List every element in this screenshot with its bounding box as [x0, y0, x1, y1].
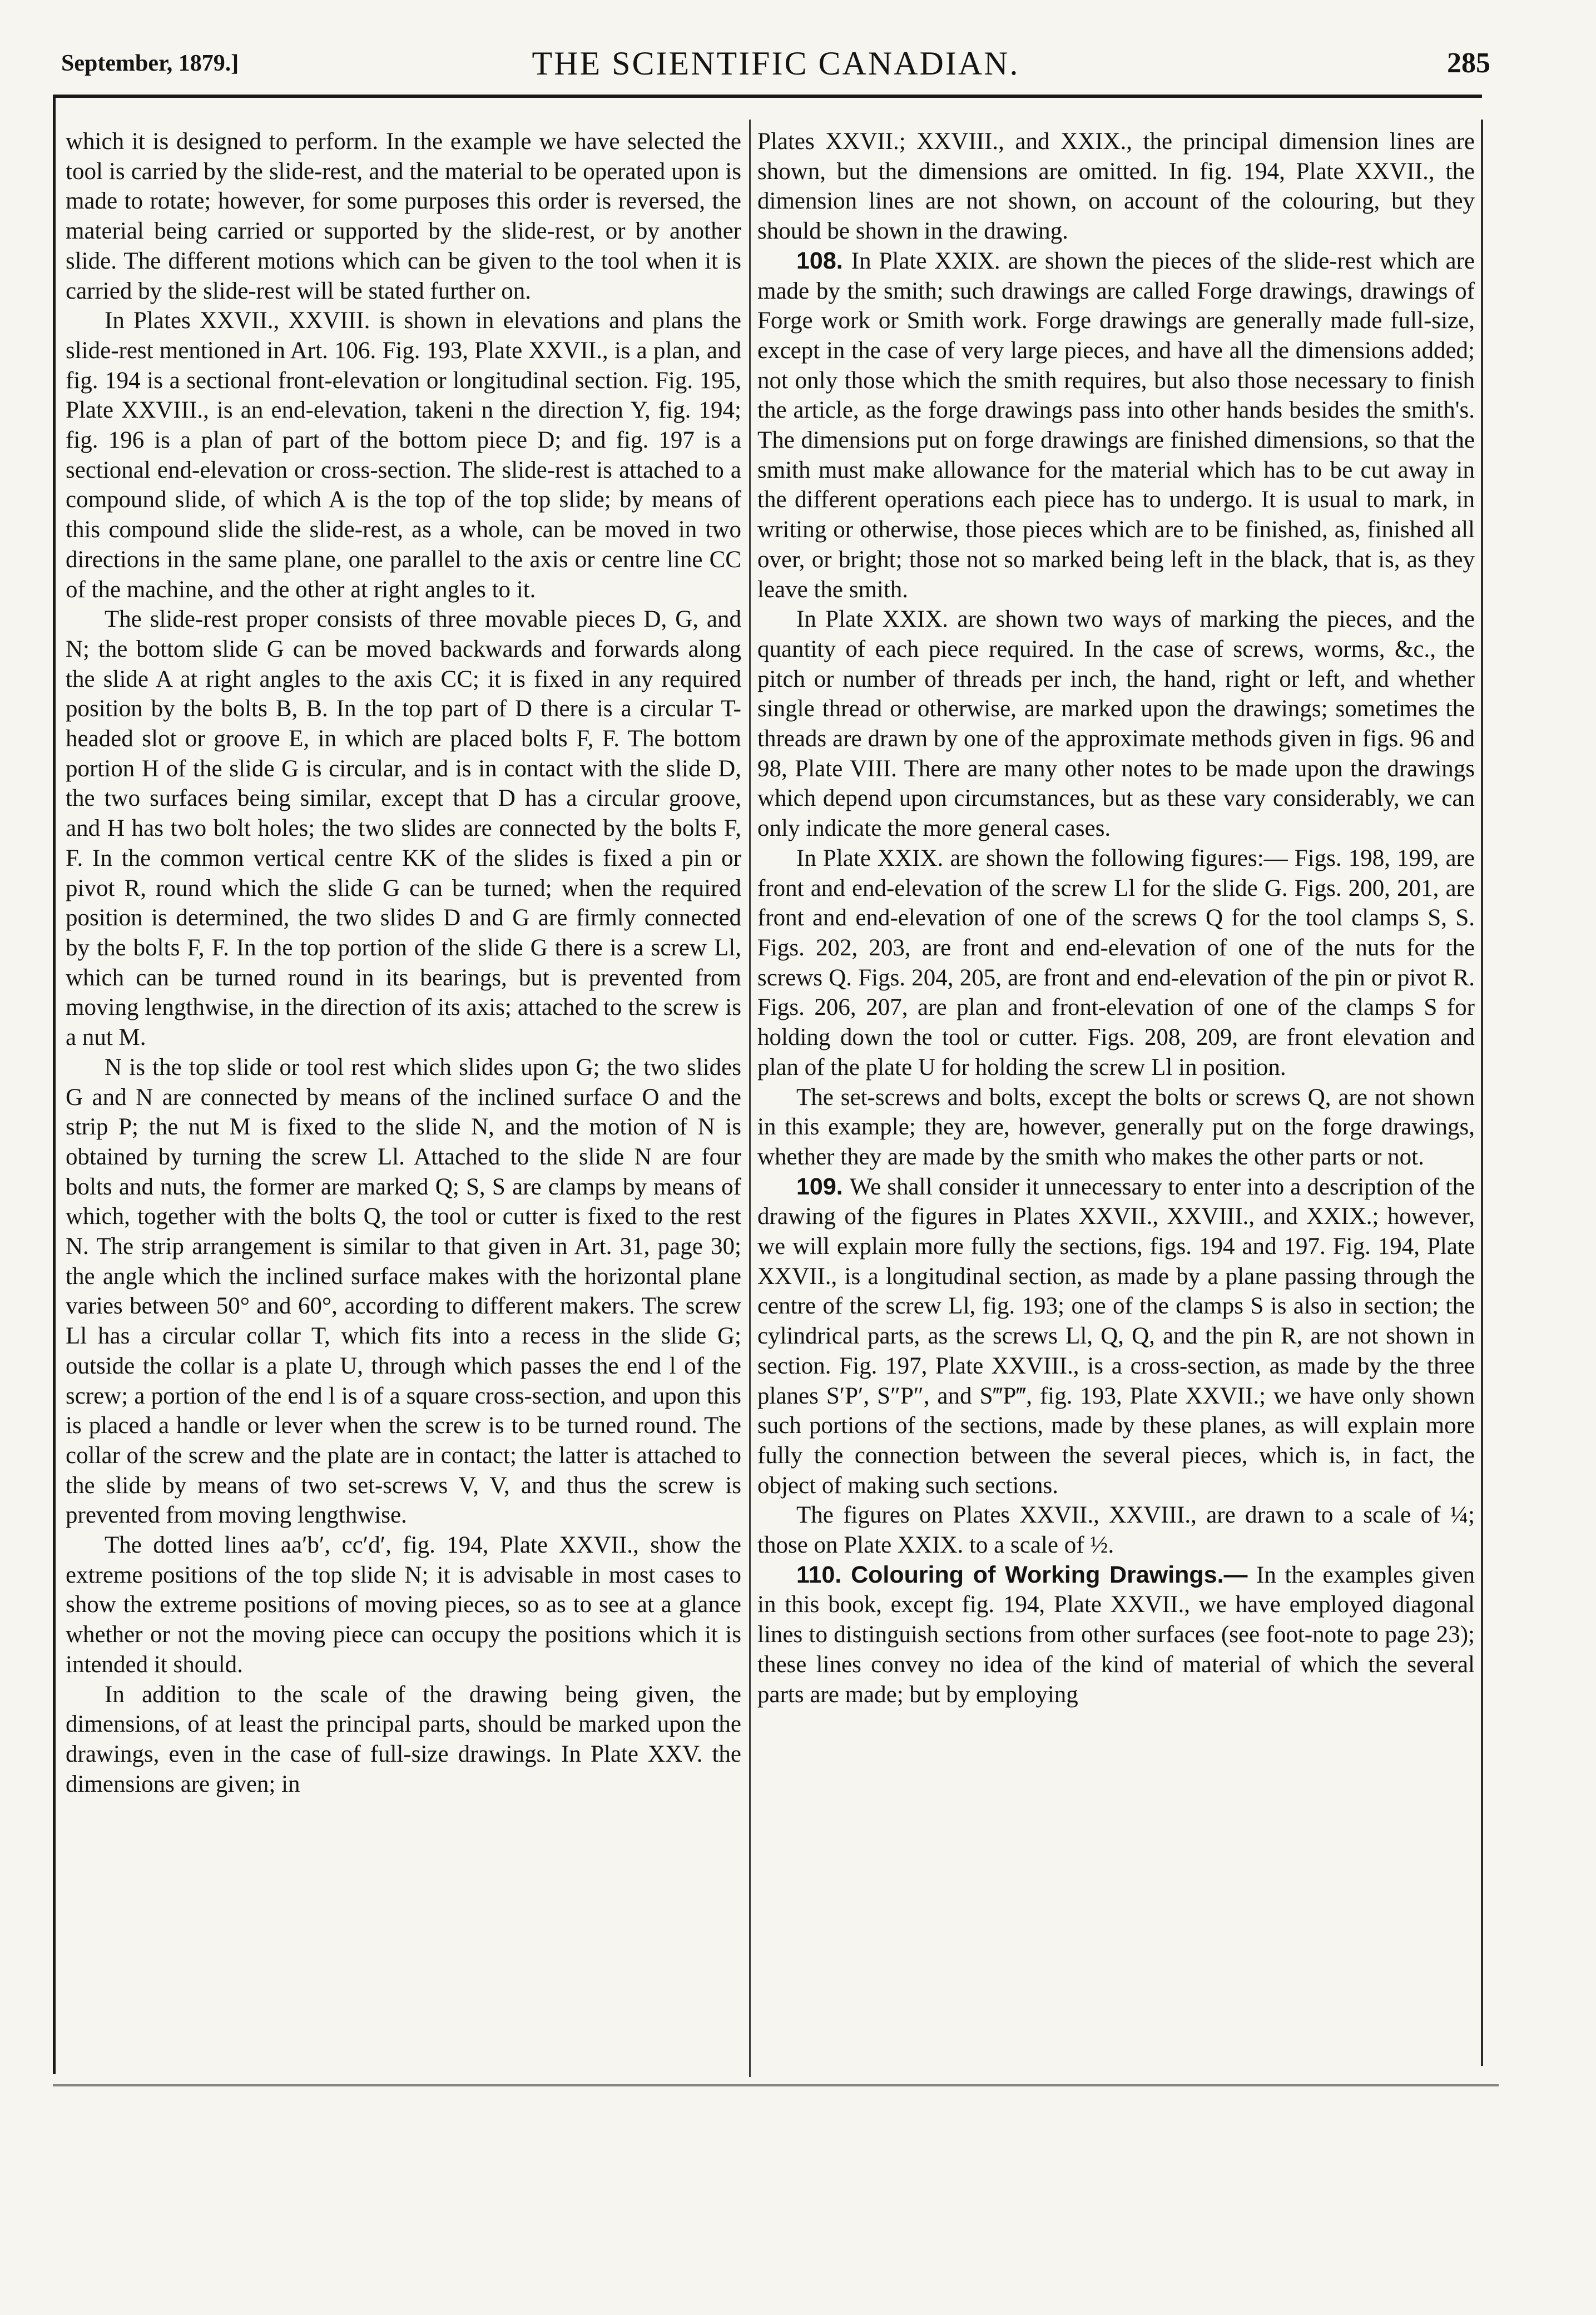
paragraph	[757, 604, 1475, 844]
paragraph-text: We shall consider it unnecessary to enter into a description of the drawing of the figures in Plates XXVII., XXVIII., and XXIX.; however, we will explain more fully the sections, figs. 194 and 197. Fig. 194, Plate XXVII., is a longitudinal section, as made by a plane passing through the centre of the screw Ll, fig. 193; one of the clamps S is also in section; the cylindrical parts, as the screws Ll, Q, Q, and the pin R, are not shown in section. Fig. 197, Plate XXVIII., is a cross-section, as made by the three planes S′P′, S″P″, and S‴P‴, fig. 193, Plate XXVII.; we have only shown such portions of the sections, made by these planes, as will explain more fully the connection between the several pieces, which is, in fact, the object of making such sections.	[757, 1173, 1475, 1499]
right-border-rule	[1481, 120, 1483, 2066]
paragraph-text: In Plates XXVII., XXVIII. is shown in elevations and plans the slide-rest mentioned in Art. 106. Fig. 193, Plate XXVII., is a plan, and fig. 194 is a sectional front-elevation or longitudinal section. Fig. 195, Plate XXVIII., is an end-elevation, takeni n the direction Y, fig. 194; fig. 196 is a plan of part of the bottom piece D; and fig. 197 is a sectional end-elevation or cross-section. The slide-rest is attached to a compound slide, of which A is the top of the top slide; by means of this compound slide the slide-rest, as a whole, can be moved in two directions in the same plane, one parallel to the axis or centre line CC of the machine, and the other at right angles to it.	[66, 308, 741, 603]
paragraph-text: In Plate XXIX. are shown the following figures:— Figs. 198, 199, are front and end-elevation of the screw Ll for the slide G. Figs. 200, 201, are front and end-elevation of one of the screws Q for the tool clamps S, S. Figs. 202, 203, are front and end-elevation of one of the nuts for the screws Q. Figs. 204, 205, are front and end-elevation of the pin or pivot R. Figs. 206, 207, are plan and front-elevation of one of the clamps S for holding down the tool or cutter. Figs. 208, 209, are front elevation and plan of the plate U for holding the screw Ll in position.	[757, 845, 1475, 1080]
right-text-column	[757, 127, 1475, 2068]
article-heading: Colouring of Working Drawings.—	[851, 1561, 1248, 1588]
paragraph-text: In the examples given in this book, except fig. 194, Plate XXVII., we have employed diagonal lines to distinguish sections from other surfaces (see foot-note to page 23); these lines convey no idea of the kind of material of which the several parts are made; but by employing	[757, 1561, 1475, 1708]
paragraph	[66, 1053, 741, 1530]
article-number: 108.	[796, 247, 851, 274]
paragraph	[66, 127, 741, 306]
running-header	[61, 44, 1490, 89]
paragraph	[757, 1172, 1475, 1501]
paragraph-text: N is the top slide or tool rest which slides upon G; the two slides G and N are connected by means of the inclined surface O and the strip P; the nut M is fixed to the slide N, and the motion of N is obtained by turning the screw Ll. Attached to the slide N are four bolts and nuts, the former are marked Q; S, S are clamps by means of which, together with the bolts Q, the tool or cutter is fixed to the rest N. The strip arrangement is similar to that given in Art. 31, page 30; the angle which the inclined surface makes with the horizontal plane varies between 50° and 60°, according to different makers. The screw Ll has a circular collar T, which fits into a recess in the slide G; outside the collar is a plate U, through which passes the end l of the screw; a portion of the end l is of a square cross-section, and upon this is placed a handle or lever when the screw is to be turned round. The collar of the screw and the plate are in contact; the latter is attached to the slide by means of two set-screws V, V, and thus the screw is prevented from moving lengthwise.	[66, 1054, 741, 1529]
journal-title: THE SCIENTIFIC CANADIAN.	[532, 45, 1020, 82]
paragraph-text: The set-screws and bolts, except the bolts or screws Q, are not shown in this example; they are, however, generally put on the forge drawings, whether they are made by the smith who makes the other parts or not.	[757, 1084, 1475, 1170]
paragraph-text: The figures on Plates XXVII., XXVIII., are drawn to a scale of ¼; those on Plate XXIX. to a scale of ½.	[757, 1502, 1475, 1559]
paragraph	[757, 844, 1475, 1083]
paragraph	[66, 604, 741, 1053]
paragraph-text: In Plate XXIX. are shown two ways of marking the pieces, and the quantity of each piece required. In the case of screws, worms, &c., the pitch or number of threads per inch, the hand, right or left, and whether single thread or otherwise, are marked upon the drawings; sometimes the threads are drawn by one of the approximate methods given in figs. 96 and 98, Plate VIII. There are many other notes to be made upon the drawings which depend upon circumstances, but as these vary considerably, we can only indicate the more general cases.	[757, 606, 1475, 842]
paragraph	[757, 1083, 1475, 1172]
article-number: 110.	[796, 1561, 851, 1588]
paragraph	[66, 306, 741, 604]
paragraph-text: Plates XXVII.; XXVIII., and XXIX., the principal dimension lines are shown, but the dimensions are omitted. In fig. 194, Plate XXVII., the dimension lines are not shown, on account of the colouring, but they should be shown in the drawing.	[757, 128, 1475, 245]
paragraph-text: In Plate XXIX. are shown the pieces of the slide-rest which are made by the smith; such drawings are called Forge drawings, drawings of Forge work or Smith work. Forge drawings are generally made full-size, except in the case of very large pieces, and have all the dimensions added; not only those which the smith requires, but also those necessary to finish the article, as the forge drawings pass into other hands besides the smith's. The dimensions put on forge drawings are finished dimensions, so that the smith must make allowance for the material which has to be cut away in the different operations each piece has to undergo. It is usual to mark, in writing or otherwise, those pieces which are to be finished, as, finished all over, or bright; those not so marked being left in the black, that is, as they leave the smith.	[757, 247, 1475, 603]
paragraph-text: The slide-rest proper consists of three movable pieces D, G, and N; the bottom slide G can be moved backwards and forwards along the slide A at right angles to the axis CC; it is fixed in any required position by the bolts B, B. In the top part of D there is a circular T-headed slot or groove E, in which are placed bolts F, F. The bottom portion H of the slide G is circular, and is in contact with the slide D, the two surfaces being similar, except that D has a circular groove, and H has two bolt holes; the two slides are connected by the bolts F, F. In the common vertical centre KK of the slides is fixed a pin or pivot R, round which the slide G can be turned; when the required position is determined, the two slides D and G are firmly connected by the bolts F, F. In the top portion of the slide G there is a screw Ll, which can be turned round in its bearings, but is prevented from moving lengthwise, in the direction of its axis; attached to the screw is a nut M.	[66, 606, 741, 1051]
paragraph-text: The dotted lines aa′b′, cc′d′, fig. 194, Plate XXVII., show the extreme positions of the top slide N; it is advisable in most cases to show the extreme positions of moving pieces, so as to see at a glance whether or not the moving piece can occupy the positions which it is intended it should.	[66, 1532, 741, 1678]
paragraph-text: which it is designed to perform. In the example we have selected the tool is carried by the slide-rest, and the material to be operated upon is made to rotate; however, for some purposes this order is reversed, the material being carried or supported by the slide-rest, or by another slide. The different motions which can be given to the tool when it is carried by the slide-rest will be stated further on.	[66, 128, 741, 304]
page-number: 285	[1447, 47, 1490, 79]
paragraph	[757, 1560, 1475, 1710]
paragraph	[66, 1680, 741, 1800]
article-number: 109.	[796, 1173, 850, 1200]
left-border-rule	[53, 95, 56, 2074]
bottom-rule	[53, 2084, 1499, 2086]
column-divider	[749, 120, 751, 2077]
left-text-column	[66, 127, 741, 2068]
issue-date: September, 1879.]	[61, 51, 239, 76]
paragraph-text: In addition to the scale of the drawing being given, the dimensions, of at least the principal parts, should be marked upon the drawings, even in the case of full-size drawings. In Plate XXV. the dimensions are given; in	[66, 1681, 741, 1797]
paragraph	[757, 246, 1475, 604]
paragraph	[66, 1530, 741, 1680]
paragraph	[757, 127, 1475, 246]
paragraph	[757, 1500, 1475, 1560]
